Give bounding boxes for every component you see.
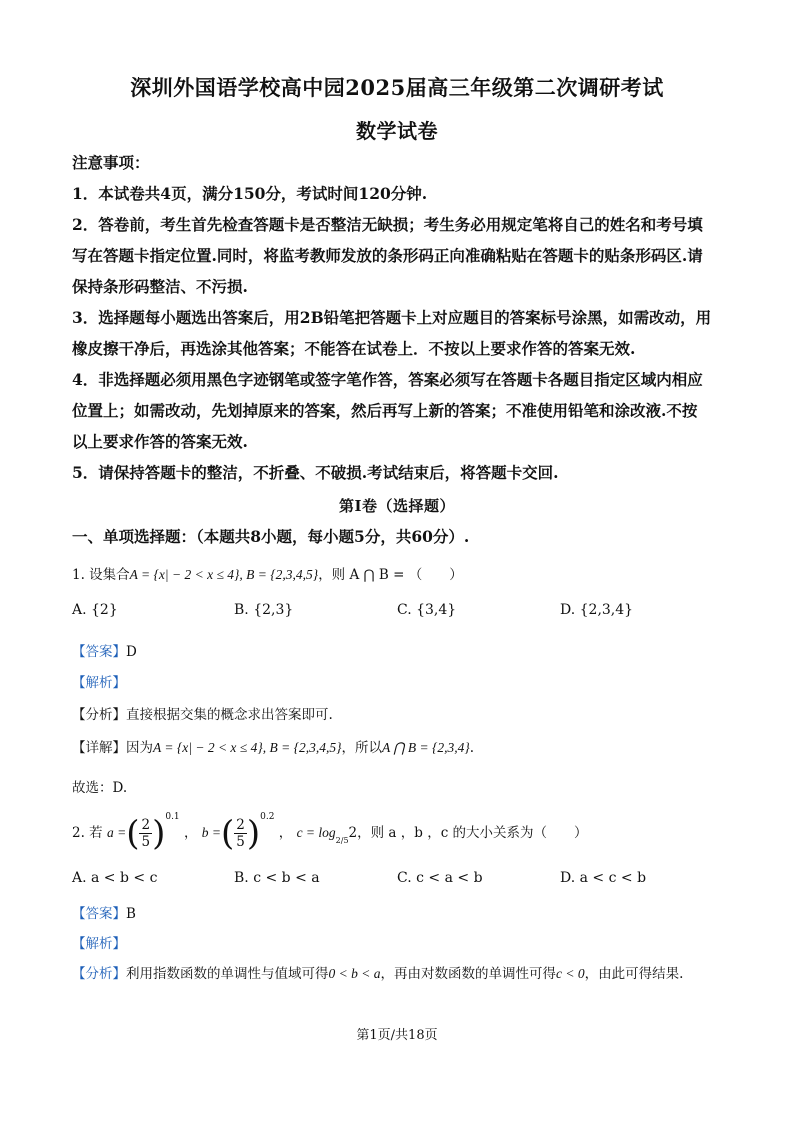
page-title: 深圳外国语学校高中园2025届高三年级第二次调研考试 — [130, 75, 664, 100]
fenxi-pre: 利用指数函数的单调性与值域可得 — [126, 966, 329, 982]
q2-fenxi — [72, 962, 683, 982]
q1-answer — [72, 640, 137, 660]
question-1-suffix: ，则 A ⋂ B = （ ） — [318, 567, 463, 583]
q2-option-b: B. c < b < a — [234, 870, 320, 886]
q1-detail — [72, 736, 474, 756]
notice-item-4-line-3: 以上要求作答的答案无效. — [72, 432, 248, 451]
notice-item-2-line-2: 写在答题卡指定位置.同时，将监考教师发放的条形码正向准确粘贴在答题卡的贴条形码区.请 — [72, 246, 703, 265]
question-2-suffix: ，则 a ，b ，c 的大小关系为（ ） — [357, 825, 588, 841]
question-2-prefix: 2. 若 — [72, 825, 103, 841]
q2-a-lhs: a = — [106, 825, 127, 840]
q2-fraction-b: $\frac{2}{5}$ — [236, 817, 245, 850]
q1-analysis-tag — [72, 671, 126, 691]
notice-item-1: 1．本试卷共4页，满分150分，考试时间120分钟. — [72, 184, 428, 203]
fenxi-math-2: c < 0 — [555, 966, 585, 981]
q1-option-b: B. {2,3} — [234, 602, 294, 618]
q2-b-lhs: b = — [201, 825, 222, 840]
question-1 — [72, 563, 463, 583]
q1-option-c: C. {3,4} — [397, 602, 457, 618]
notice-item-2-line-3: 保持条形码整洁、不污损. — [72, 277, 248, 296]
notice-item-4-line-1: 4．非选择题必须用黑色字迹钢笔或签字笔作答，答案必须写在答题卡各题目指定区域内相应 — [72, 370, 703, 389]
q2-fraction-a: $\frac{2}{5}$ — [141, 817, 151, 850]
question-1-sets: A = {x| − 2 < x ≤ 4}, B = {2,3,4,5} — [129, 567, 319, 582]
q1-fenxi — [72, 703, 333, 723]
notice-item-3-line-2: 橡皮擦干净后，再选涂其他答案；不能答在试卷上．不按以上要求作答的答案无效. — [72, 339, 636, 358]
detail-tag: 【详解】 — [72, 740, 126, 756]
fenxi-mid: ，再由对数函数的单调性可得 — [380, 966, 556, 982]
q1-option-d: D. {2,3,4} — [560, 602, 634, 618]
fenxi-end: ，由此可得结果. — [584, 966, 684, 982]
q2-option-a: A. a < b < c — [72, 870, 158, 886]
fenxi-math-1: 0 < b < a — [328, 966, 381, 981]
q2-option-d: D. a < c < b — [560, 870, 647, 886]
answer-value: D — [126, 644, 137, 660]
page-footer: 第1页/共18页 — [356, 1028, 438, 1043]
detail-end: . — [469, 740, 475, 756]
q2-answer — [72, 902, 136, 922]
analysis-tag: 【解析】 — [72, 936, 126, 952]
q2-log-arg: 2 — [348, 825, 358, 841]
fenxi-text: 直接根据交集的概念求出答案即可. — [126, 707, 333, 723]
analysis-tag: 【解析】 — [72, 675, 126, 691]
fenxi-tag: 【分析】 — [72, 707, 126, 723]
q1-option-a: A. {2} — [72, 602, 118, 618]
detail-math-2: A ⋂ B = {2,3,4} — [382, 740, 470, 755]
detail-mid: ，所以 — [341, 740, 383, 756]
notice-item-4-line-2: 位置上；如需改动，先划掉原来的答案，然后再写上新的答案；不准使用铅笔和涂改液.不按 — [72, 401, 698, 420]
q2-option-c: C. c < a < b — [397, 870, 483, 886]
detail-math-1: A = {x| − 2 < x ≤ 4}, B = {2,3,4,5} — [153, 740, 342, 755]
notice-item-2-line-1: 2．答卷前，考生首先检查答题卡是否整洁无缺损；考生务必用规定笔将自己的姓名和考号填 — [72, 215, 703, 234]
q1-choose: 故选：D. — [72, 780, 128, 796]
q2-log-base: 2/5 — [335, 836, 349, 845]
page-subtitle: 数学试卷 — [356, 119, 438, 143]
notice-heading: 注意事项： — [72, 153, 150, 172]
section-title: 第I卷（选择题） — [338, 497, 456, 515]
q2-analysis-tag — [72, 932, 126, 952]
answer-tag: 【答案】 — [72, 906, 126, 922]
question-1-prefix: 1. 设集合 — [72, 567, 130, 583]
question-2: 2. 若 a =( $\frac{2}{5}$ )$^{0.1}$ ， b =( $\frac{2}{5}$ )$^{0.2}$ ， $c = \log_{2/5}2$，则 a ，b ，c 的大小关系为（ ） — [72, 812, 588, 854]
q2-exp-b: 0.2 — [260, 812, 275, 822]
part-heading: 一、单项选择题：（本题共8小题，每小题5分，共60分）. — [72, 527, 470, 546]
answer-tag: 【答案】 — [72, 644, 126, 660]
fenxi-tag: 【分析】 — [72, 966, 126, 982]
notice-item-3-line-1: 3．选择题每小题选出答案后，用2B铅笔把答题卡上对应题目的答案标号涂黑，如需改动，用 — [72, 308, 712, 327]
answer-value: B — [126, 906, 136, 922]
q2-exp-a: 0.1 — [165, 812, 180, 822]
q2-c-lhs: c = log — [296, 825, 336, 840]
detail-pre: 因为 — [126, 740, 153, 756]
notice-item-5: 5．请保持答题卡的整洁，不折叠、不破损.考试结束后，将答题卡交回. — [72, 463, 559, 482]
